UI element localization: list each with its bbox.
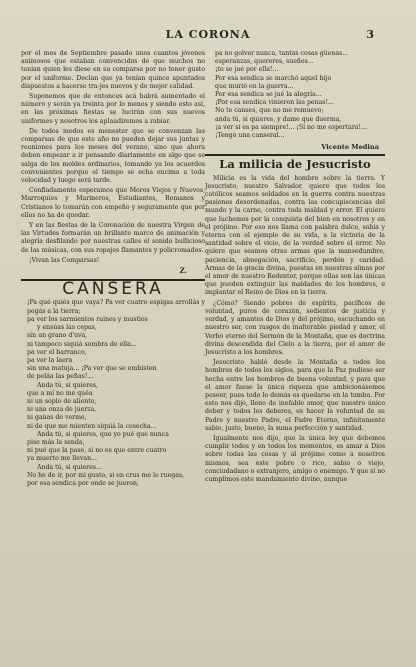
poem-line: ¡Pa qué quiés que vaya? Pa ver cuatro espigas arrollás y pegás a la tierra; xyxy=(27,299,205,315)
poem-line: sin una matuja... ¡Pa ver que se embisten xyxy=(27,365,157,373)
poem-line: pa ver los sarmientos ruines y mustios xyxy=(27,315,148,323)
article-paragraph: Confiadamente esperamos que Moros Viejos y Nuevos, Marroquíes y Marineros, Estudiantes, Romanos y Cristianos lo tomarán con empeño y seguramente que por ellos no ha de quedar. xyxy=(21,187,205,219)
poem-line: pa no golver nunca, tantas cosas güenas... xyxy=(215,50,349,57)
poem-author: Vicente Medina xyxy=(321,143,379,152)
article-paragraph: De todos modos es menester que se convenzan las comparsas de que este año no pueden dejar sus juntas y reuniones para los meses del verano, sino que ahora deben empezar a ir pensando diariamente en algo que se salga de los moldes ordinarios, tomando ya los acuerdos convenientes porque el tiempo se echa encima a toda velocidad y luego será tarde. xyxy=(21,127,205,185)
poem-line: de peláa las peñas!... xyxy=(27,373,94,381)
page-number: 3 xyxy=(366,28,374,41)
poem-line: pa ver el barranco, xyxy=(27,348,87,356)
poem-line: anda tú, si quieres, y dame que duerma, xyxy=(215,115,342,123)
poem-line: ni un soplo de aliento, xyxy=(27,397,97,405)
poem-line: Anda tú, si quieres, que yo pué que nunca xyxy=(37,430,169,438)
poem-line: ¡Tengo una canseral... xyxy=(215,132,285,140)
left-column xyxy=(21,50,205,488)
publication-title: LA CORONA xyxy=(165,28,251,41)
poem-line: ¡a ver si es pa siempre!... ¡Si no me espertara!... xyxy=(215,123,367,131)
poem-line: sin un grano d'uva, xyxy=(27,332,88,340)
poem-line: que murió en la guerra... xyxy=(215,82,294,90)
section-divider xyxy=(205,154,385,156)
page-header xyxy=(0,0,416,44)
poem-line: ni tampoco siquiá sombra de ella... xyxy=(27,340,137,348)
poem-line: Por esa sendica se marchó aquel hijo xyxy=(215,74,332,82)
poem-line: esperanzas, quereres, sueños... xyxy=(215,58,314,66)
article-paragraph: ¡Vivan las Comparsas! xyxy=(29,256,100,264)
poem-line: ni una onza de juerza, xyxy=(27,406,97,414)
article-paragraph: Y en las fiestas de la Coronación de nuestra Virgen de las Virtudes formarán un brillante marco de animación y alegría desfilando por nuestras calles el sonido bullicioso de las músicas, con sus ropajes flamantes y policromados. xyxy=(21,222,205,254)
poem-line: ya muerto me llevan... xyxy=(27,455,97,463)
poem-line: pise más la senda, xyxy=(27,438,85,446)
poem-line: ¡to se jué por ella!... xyxy=(215,66,279,74)
poem-line: pa ver la laera xyxy=(27,356,73,364)
article-signature: Z. xyxy=(179,266,187,276)
article-paragraph: por el mes de Septiembre pasado unos cuantos jóvenes animosos que estaban convencidos de que muchos no tenían quien les diese en su comparsa por no tener gusto por el uniforme. Declan que ya tenían quince apuntados dispuestos a hacerse tra-jes nuevos y de mejor calidad. xyxy=(21,50,205,90)
poem-line: y ensúas las cepas, xyxy=(37,324,97,332)
poem-title: CANSERA xyxy=(62,279,164,300)
article-paragraph: Suponemos que de entonces acá habrá aumentado el número y serán ya treinta por lo menos y siendo esto así, en las próximas fiestas se lucirán con sus nuevos uniformes y nosotros los aplaudiremos a rabiar. xyxy=(21,93,205,125)
poem-line: por esa sendica por onde se jueron, xyxy=(27,479,139,487)
poem-line: Anda tú, si quieres... xyxy=(37,463,102,471)
article-paragraph: Jesucristo habló desde la Montaña a todos los hombres de todos los siglos, para que la Paz pudiese ser hecha entre los hombres de buena voluntad, y para que el amor fuese la única riqueza que ambicionásemos poseer, pues todo lo demás es quedarse en la tumba. Por esto nos dijo, lleno de inefable amor, que nuestro único deber y todos los deberes, es hacer la voluntad de su Padre y nuestro Padre, el Padre Eterno, infinitamente sabio, justo, bueno, la suma perfección y santidad. xyxy=(205,359,385,432)
poem-line: Por esa sendica se jué la alegría... xyxy=(215,91,322,99)
poem-line: Anda tú, si quieres, xyxy=(37,381,98,389)
poem-line: que a mí no me quéa xyxy=(27,389,93,397)
poem-line: No he de ir, por mi gusto, si en crus me lo ruegas, xyxy=(27,471,185,479)
poem-line: No te canses, que no me remuevo; xyxy=(215,107,324,115)
article-paragraph: Milicia es la vida del hombre sobre la tierra. Y Jesucristo, nuestro Salvador, quiere que todos los católicos seamos soldados en la guerra contra nuestras pasiones desordenadas, contra las concupiscencias del mundo y la carne, contra toda maldad y error. El quiere que luchemos por la conquista del bien en nosotros y en el prójimo. Por eso nos llama con palabra dulce, sabia y eterna con el ejemplo de su vida, a la victoria de la santidad sobre el vicio, de la verdad sobre el error. No quiere que seamos otras armas que la mansedumbre, paciencia, abnegación, sacrificio, perdón y caridad. Armas de la gracia divina, puestas en nuestras almas por el amor de nuestro Redentor, porque ellas son las únicas que pueden extinguir las maldades de los hombres, e implantar el Reino de Dios en la tierra. xyxy=(205,174,385,297)
article-paragraph: ¿Cómo? Siendo pobres de espíritu, pacíficos de voluntad, puros de corazón, sedientos de justicia y verdad, y amantes de Dios y del prójimo, escuchando en nuestro ser, con rasgos de inalterable piedad y amor, el Verbo eterno del Sermón de la Montaña, que es doctrina divina descendida del Cielo a la tierra, por el amor de Jesucristo a los hombres. xyxy=(205,299,385,356)
poem-line: ni pué que la pase, si no es que entre cuatro xyxy=(27,447,167,455)
right-column xyxy=(205,50,385,486)
poem-line: ni ganas de verme, xyxy=(27,414,87,422)
article-paragraph: Igualmente nos dijo, que la única ley que debemos cumplir todos y en todos los momentos, es amar a Dios sobre todas las cosas y al prójimo como a nosotros mismos, sea este pobre o rico, sabio o viejo, conciudadano o extranjero, amigo o enemigo. Y que si no cumplimos este mandamiento divino, aunque xyxy=(205,434,385,483)
poem-line: ni de que me mienten siquiá la cosecha... xyxy=(27,422,157,430)
article-title: La milicia de Jesucristo xyxy=(219,157,371,172)
poem-line: ¡Por esa sendica vinieron las penas!... xyxy=(215,99,334,107)
